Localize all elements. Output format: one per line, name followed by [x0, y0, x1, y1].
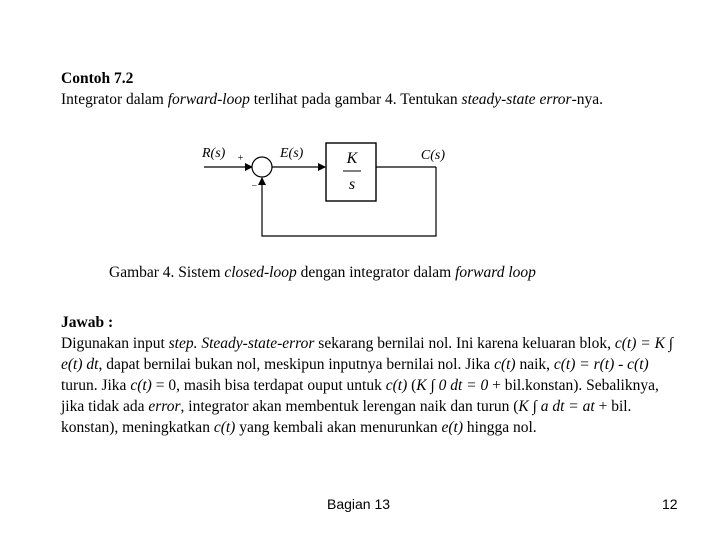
answer-text: sekarang bernilai nol. Ini karena keluaran blok,: [314, 335, 615, 352]
block-denominator: s: [348, 176, 356, 193]
summing-junction: [252, 157, 272, 177]
question-text: Integrator dalam: [61, 91, 168, 108]
answer-text-italic: c(t) = r(t) - c(t): [553, 356, 649, 373]
footer-section-label: Bagian 13: [327, 496, 391, 512]
question-text: terlihat pada gambar 4. Tentukan: [249, 91, 462, 108]
answer-text: Digunakan input: [61, 335, 169, 352]
answer-text-italic: c(t): [213, 419, 236, 436]
answer-text-italic: c(t): [494, 356, 516, 373]
answer-title: Jawab :: [61, 314, 114, 331]
answer-section: [61, 312, 681, 438]
block-diagram: [196, 138, 456, 242]
answer-text: naik,: [515, 356, 554, 373]
answer-text: hingga nol.: [463, 419, 537, 436]
example-title: Contoh 7.2: [61, 70, 134, 87]
output-label: C(s): [420, 148, 445, 163]
caption-text: dengan integrator dalam: [296, 264, 456, 281]
answer-text-italic: error: [148, 398, 181, 415]
minus-sign: −: [251, 181, 258, 192]
example-question: [61, 89, 681, 110]
caption-text-italic: forward loop: [455, 264, 536, 281]
answer-text: turun. Jika: [61, 377, 131, 394]
answer-text-italic: K ∫ a dt = at: [518, 398, 595, 415]
question-text-italic: forward-loop: [167, 91, 250, 108]
block-numerator: K: [346, 150, 358, 167]
input-label: R(s): [202, 146, 226, 161]
plus-sign: +: [237, 153, 244, 164]
answer-text: , dapat bernilai bukan nol, meskipun inputnya bernilai nol. Jika: [98, 356, 495, 373]
answer-text-italic: e(t): [441, 419, 464, 436]
answer-text: , integrator akan membentuk lerengan naik dan turun (: [180, 398, 519, 415]
answer-text-italic: K ∫ 0 dt = 0: [416, 377, 489, 394]
caption-text: Gambar 4. Sistem: [109, 264, 225, 281]
error-label: E(s): [280, 146, 304, 161]
answer-text-italic: c(t) = K ∫ e(t) dt: [61, 335, 674, 373]
figure-caption: [109, 264, 536, 282]
answer-text: = 0, masih bisa terdapat ouput untuk: [151, 377, 386, 394]
question-text-italic: steady-state error: [461, 91, 572, 108]
answer-text-italic: c(t): [130, 377, 152, 394]
page-number: 12: [662, 496, 678, 512]
answer-text: (: [407, 377, 417, 394]
example-section: [61, 68, 681, 110]
answer-text: + bil.konstan). Sebaliknya, jika tidak ada: [61, 377, 659, 415]
answer-text-italic: step. Steady-state-error: [168, 335, 315, 352]
answer-text-italic: c(t): [385, 377, 408, 394]
answer-text: yang kembali akan menurunkan: [235, 419, 442, 436]
caption-text-italic: closed-loop: [224, 264, 297, 281]
answer-paragraph: [61, 333, 681, 438]
answer-text: + bil. konstan), meningkatkan: [61, 398, 632, 436]
question-text: -nya.: [571, 91, 604, 108]
